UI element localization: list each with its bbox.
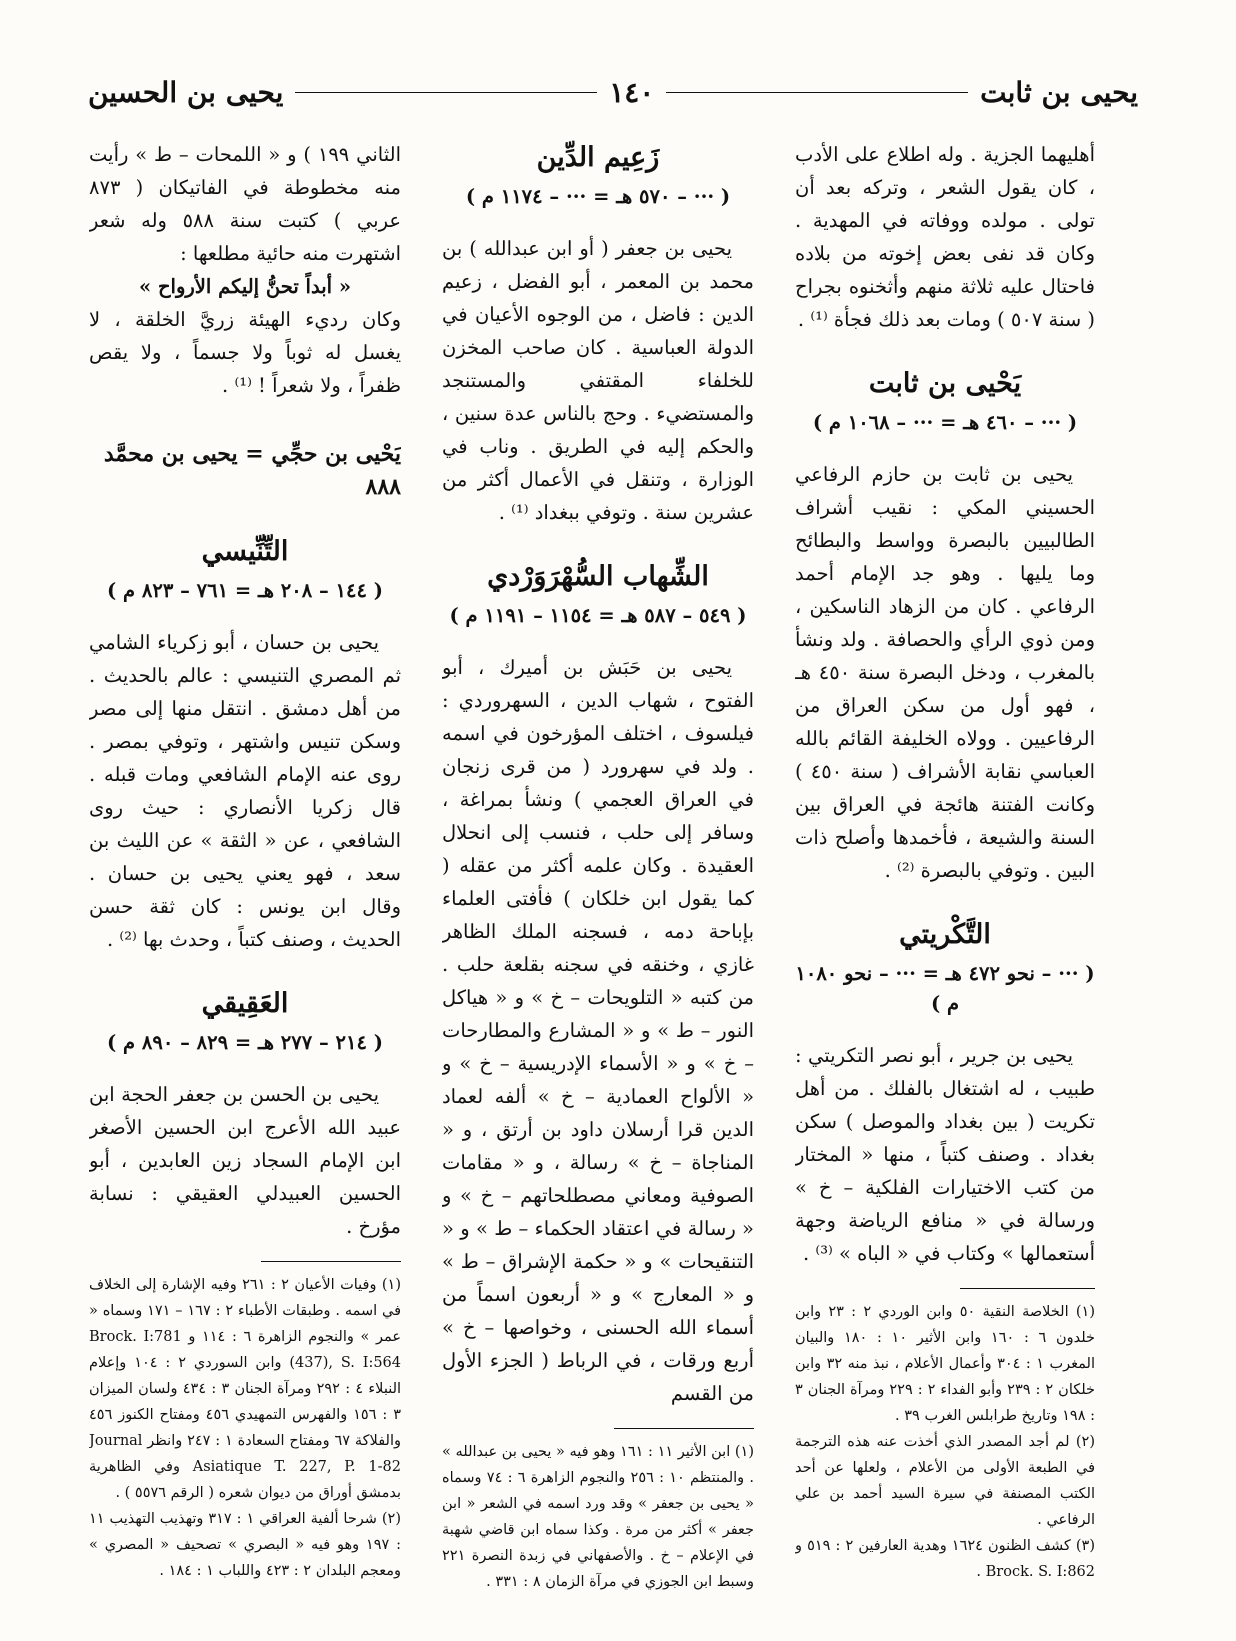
footnote: (٣) كشف الظنون ١٦٢٤ وهدية العارفين ٢ : ٥١٩ و Brock. S. I:862 . [795, 1538, 1095, 1580]
entry-text: يحيى بن جعفر ( أو ابن عبدالله ) بن محمد بن المعمر ، أبو الفضل ، زعيم الدين : فاضل ، من الوجوه الأعيان في الدولة العباسية . كان صاحب المخزن للخلفاء المقتفي والمستنجد والمستضيء . وحج بالناس عدة سنين ، والحكم إليه في الطريق . وناب في الوزارة ، وتنقل في الأعمال أكثر من عشرين سنة . وتوفي ببغداد ⁽¹⁾ . [442, 237, 754, 524]
page-header [88, 70, 1138, 114]
entry-text: يحيى بن ثابت بن حازم الرفاعي الحسيني المكي : نقيب أشراف الطالبيين بالبصرة وواسط والبطائح وما يليها . وهو جد الإمام أحمد الرفاعي . كان من الزهاد الناسكين ، ومن ذوي الرأي والحصافة . ولد ونشأ بالمغرب ، ودخل البصرة سنة ٤٥٠ هـ ، فهو أول من سكن العراق من الرفاعيين . وولاه الخليفة القائم بالله العباسي نقابة الأشراف ( سنة ٤٥٠ ) وكانت الفتنة هائجة في العراق بين السنة والشيعة ، فأخمدها وأصلح ذات البين . وتوفي بالبصرة ⁽²⁾ . [795, 463, 1095, 882]
entry-text: يحيى بن الحسن بن جعفر الحجة ابن عبيد الله الأعرج ابن الحسين الأصغر ابن الإمام السجاد زين العابدين ، أبو الحسين العبيدلي العقيقي : نسابة مؤرخ . [89, 1083, 401, 1238]
footnote: (٢) لم أجد المصدر الذي أخذت عنه هذه الترجمة في الطبعة الأولى من الأعلام ، ولعلها عن أحد الكتب المصنفة في سيرة السيد أحمد بن علي الرفاعي . [795, 1434, 1095, 1528]
entry-title: يَحْيى بن ثابت [868, 368, 1022, 399]
middle-column [442, 138, 754, 1618]
entry-title: التِّنِّيسي [201, 536, 289, 567]
running-title-right: يحيى بن ثابت [980, 75, 1138, 109]
footnote: (١) الخلاصة النقية ٥٠ وابن الوردي ٢ : ٢٣ وابن خلدون ٦ : ١٦٠ وابن الأثير ١٠ : ١٨٠ والبيان المغرب ١ : ٣٠٤ وأعمال الأعلام ، نبذ منه ٣٢ وابن خلكان ٢ : ٢٣٩ وأبو الفداء ٢ : ٢٢٩ ومرآة الجنان ٣ : ١٩٨ وتاريخ طرابلس الغرب ٣٩ . [795, 1304, 1095, 1424]
entry-text: يحيى بن جرير ، أبو نصر التكريتي : طبيب ، له اشتغال بالفلك . من أهل تكريت ( بين بغداد والموصل ) سكن بغداد . وصنف كتباً ، منها « المختار من كتب الاختيارات الفلكية – خ » ورسالة في « منافع الرياضة وجهة أستعمالها » وكتاب في « الباه » ⁽³⁾ . [795, 1044, 1095, 1265]
entry-text: يحيى بن حسان ، أبو زكرياء الشامي ثم المصري التنيسي : عالم بالحديث . من أهل دمشق . انتقل منها إلى مصر وسكن تنيس واشتهر ، وتوفي بمصر . روى عنه الإمام الشافعي ومات قبله . قال زكريا الأنصاري : حيث روى الشافعي ، عن « الثقة » عن الليث بن سعد ، فهو يعني يحيى بن حسان . وقال ابن يونس : كان ثقة حسن الحديث ، وصنف كتباً ، وحدث بها ⁽²⁾ . [89, 631, 401, 951]
entry-title: العَقِيقي [201, 988, 289, 1019]
entry-dates: ( ٥٤٩ – ٥٨٧ هـ = ١١٥٤ – ١١٩١ م ) [449, 604, 747, 627]
left-column [89, 138, 401, 1618]
footnote-separator [960, 1288, 1095, 1289]
entry-dates: ( ··· – ٥٧٠ هـ = ··· – ١١٧٤ م ) [465, 185, 731, 208]
continued-text: الثاني ١٩٩ ) و « اللمحات – ط » رأيت منه مخطوطة في الفاتيكان ( ٨٧٣ عربي ) كتبت سنة ٥٨٨ وله شعر اشتهرت منه حائية مطلعها : [89, 143, 401, 265]
footnotes [89, 1272, 401, 1584]
page-number: ١٤٠ [609, 75, 655, 109]
entry-title: زَعِيم الدِّين [536, 142, 660, 173]
footnote: (٢) شرحا ألفية العراقي ١ : ٣١٧ وتهذيب التهذيب ١١ : ١٩٧ وهو فيه « البصري » تصحيف « المصري » ومعجم البلدان ٢ : ٤٢٣ واللباب ١ : ١٨٤ . [89, 1511, 401, 1579]
entry-dates: ( ··· – ٤٦٠ هـ = ··· – ١٠٦٨ م ) [812, 411, 1078, 434]
poem-verse: « أبداً تحنُّ إليكم الأرواح » [138, 275, 352, 298]
right-column [795, 138, 1095, 1618]
entry-dates: ( ١٤٤ – ٢٠٨ هـ = ٧٦١ – ٨٢٣ م ) [107, 579, 383, 602]
entry-title: التَّكْريتي [899, 919, 991, 950]
footnote-separator [261, 1261, 401, 1262]
entry-title: الشِّهاب السُّهْرَوَرْدي [487, 561, 709, 592]
continued-text: وكان رديء الهيئة زريَّ الخلقة ، لا يغسل له ثوباً ولا جسماً ، ولا يقص ظفراً ، ولا شعراً ! ⁽¹⁾ . [89, 308, 401, 397]
header-rule-left [295, 92, 597, 93]
entry-dates: ( ··· – نحو ٤٧٢ هـ = ··· – نحو ١٠٨٠ م ) [795, 962, 1095, 1015]
cross-reference: يَحْيى بن حجِّي = يحيى بن محمَّد ٨٨٨ [103, 441, 401, 500]
running-title-left: يحيى بن الحسين [87, 75, 284, 109]
footnotes [795, 1299, 1095, 1585]
continued-text: أهليهما الجزية . وله اطلاع على الأدب ، كان يقول الشعر ، وتركه بعد أن تولى . مولده ووفاته في المهدية . وكان قد نفى بعض إخوته من بلاده فاحتال عليه ثلاثة منهم وأثخنوه بجراح ( سنة ٥٠٧ ) ومات بعد ذلك فجأة ⁽¹⁾ . [795, 143, 1095, 331]
footnote: (١) وفيات الأعيان ٢ : ٢٦١ وفيه الإشارة إلى الخلاف في اسمه . وطبقات الأطباء ٢ : ١٦٧ – ١٧١ وسماه « عمر » والنجوم الزاهرة ٦ : ١١٤ و Brock. I:781 (437), S. I:564 وابن السوردي ٢ : ١٠٤ وإعلام النبلاء ٤ : ٢٩٢ ومرآة الجنان ٣ : ٤٣٤ ولسان الميزان ٣ : ١٥٦ والفهرس التمهيدي ٤٥٦ ومفتاح الكنوز ٤٥٦ والفلاكة ٦٧ ومفتاح السعادة ١ : ٢٤٧ وانظر Journal Asiatique T. 227, P. 1-82 وفي الظاهرية بدمشق أوراق من ديوان شعره ( الرقم ٥٥٧٦ ) . [89, 1277, 401, 1501]
header-rule-right [666, 92, 968, 93]
footnote-separator [614, 1428, 754, 1429]
entry-dates: ( ٢١٤ – ٢٧٧ هـ = ٨٢٩ – ٨٩٠ م ) [107, 1031, 383, 1054]
footnote: (١) ابن الأثير ١١ : ١٦١ وهو فيه « يحيى بن عبدالله » . والمنتظم ١٠ : ٢٥٦ والنجوم الزاهرة ٦ : ٧٤ وسماه « يحيى بن جعفر » وقد ورد اسمه في الشعر « ابن جعفر » أكثر من مرة . وكذا سماه ابن قاضي شهبة في الإعلام – خ . والأصفهاني في زبدة النصرة ٢٢١ وسبط ابن الجوزي في مرآة الزمان ٨ : ٣٣١ . [442, 1444, 754, 1590]
footnotes [442, 1439, 754, 1595]
entry-text: يحيى بن حَبَش بن أميرك ، أبو الفتوح ، شهاب الدين ، السهروردي : فيلسوف ، اختلف المؤرخون في اسمه . ولد في سهرورد ( من قرى زنجان في العراق العجمي ) ونشأ بمراغة ، وسافر إلى حلب ، فنسب إلى انحلال العقيدة . وكان علمه أكثر من عقله ( كما يقول ابن خلكان ) فأفتى العلماء بإباحة دمه ، فسجنه الملك الظاهر غازي ، وخنقه في سجنه بقلعة حلب . من كتبه « التلويحات – خ » و « هياكل النور – ط » و « المشارع والمطارحات – خ » و « الأسماء الإدريسية – خ » و « الألواح العمادية – خ » ألفه لعماد الدين قرا أرسلان داود بن أرتق ، و « المناجاة – خ » رسالة ، و « مقامات الصوفية ومعاني مصطلحاتهم – خ » و « رسالة في اعتقاد الحكماء – ط » و « التنقيحات » و « حكمة الإشراق – ط » و « المعارج » و « أربعون اسماً من أسماء الله الحسنى ، وخواصها – خ » أربع ورقات ، في الرباط ( الجزء الأول من القسم [442, 656, 754, 1405]
